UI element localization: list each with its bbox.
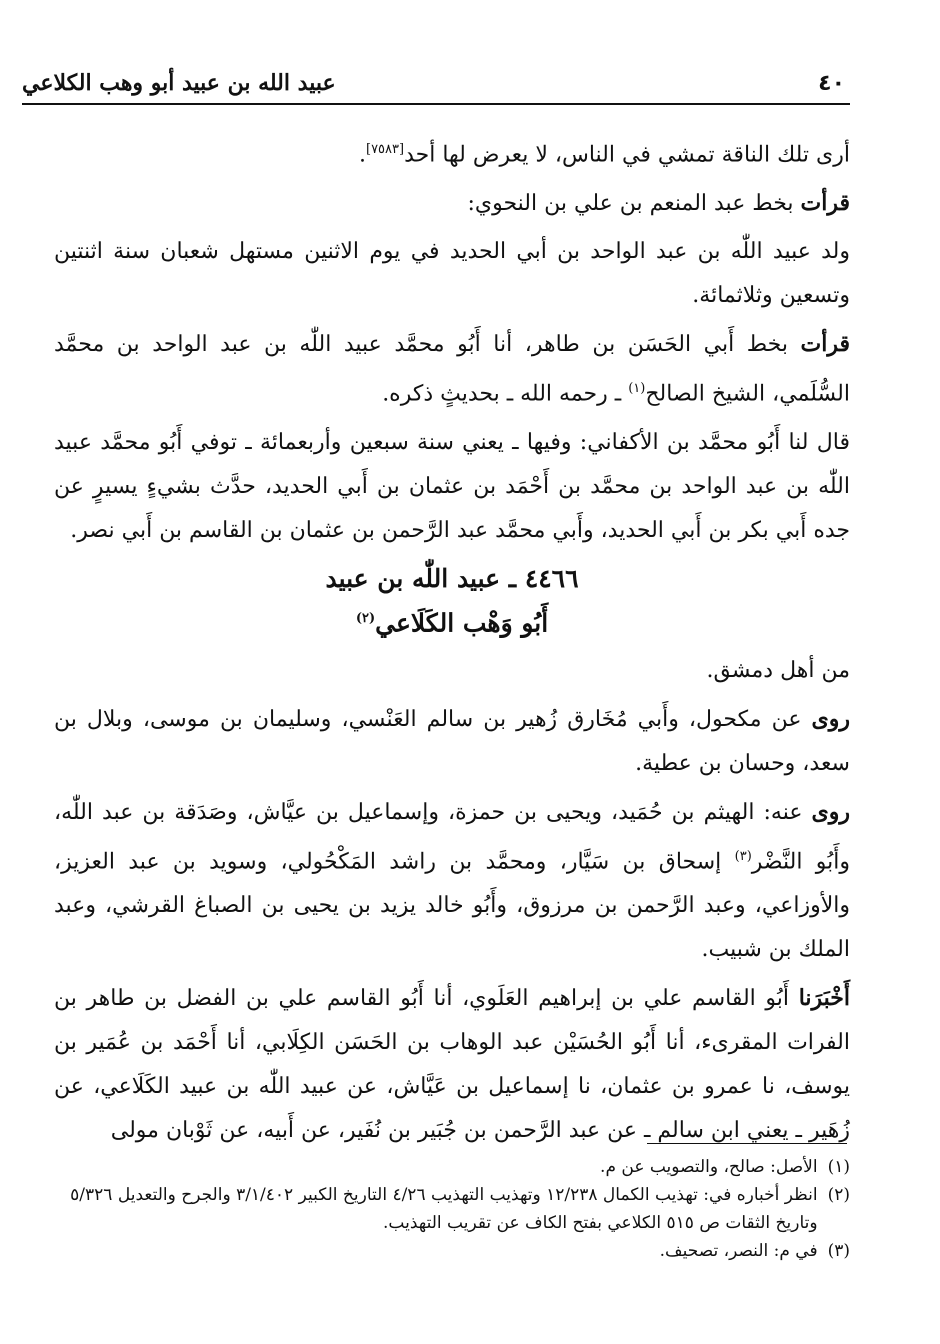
running-title: عبيد الله بن عبيد أبو وهب الكلاعي [22,70,336,96]
entry-title-line-2 [54,599,850,643]
footnote-marker: (٢) [355,610,376,626]
header-rule [22,103,850,105]
lead-word: روى [811,798,850,825]
paragraph-isnad [54,976,850,1153]
paragraph-narrated-from [54,697,850,786]
lead-word: أَخْبَرَنا [798,985,851,1012]
footnote-text: انظر أخباره في: تهذيب الكمال ١٢/٢٣٨ وتهذيب التهذيب ٤/٢٦ التاريخ الكبير ٣/١/٤٠٢ والجرح والتعديل ٥/٣٢٦ وتاريخ الثقات ص ٥١٥ الكلاعي بفتح الكاف عن تقريب التهذيب. [70,1185,818,1233]
footnote-number: (١) [827,1157,850,1177]
paragraph-nasa [54,128,850,177]
paragraph-text: عن مكحول، وأَبي مُخَارق زُهير بن سالم العَنْسي، وسليمان بن موسى، وبلال بن سعد، وحسان بن عطية. [54,706,850,776]
footnote-1 [50,1153,850,1181]
paragraph-text: أَبُو القاسم علي بن إبراهيم العَلَوي، أنا أَبُو القاسم علي بن الفضل بن طاهر بن الفرات المقرىء، أنا أَبُو الحُسَيْن عبد الوهاب بن الحَسَن الكِلَابي، أنا أَحْمَد بن عُمَير بن يوسف، نا عمرو بن عثمان، نا إسماعيل بن عَيَّاش، عن عبيد اللّٰه بن عبيد الكَلَاعي، عن زُهَير ـ يعني ابن سالم ـ عن عبد الرَّحمن بن جُبَير بن نُفَير، عن أَبيه، عن ثَوْبان مولى [54,986,850,1144]
paragraph-birth: ولد عبيد اللّٰه بن عبد الواحد بن أبي الحديد في يوم الاثنين مستهل شعبان سنة اثنتين وتسعين وثلاثمائة. [54,239,850,309]
lead-word: روى [811,705,850,732]
paragraph-text: أرى تلك الناقة تمشي في الناس، لا يعرض لها أحد [404,142,850,168]
footnote-2 [50,1181,850,1237]
paragraph-end: . [358,142,366,168]
footnote-text: في م: النصر، تصحيف. [659,1241,818,1261]
paragraph-akfani: قال لنا أَبُو محمَّد بن الأكفاني: وفيها ـ يعني سنة سبعين وأربعمائة ـ توفي أَبُو محمَّد عبيد اللّٰه بن عبد الواحد بن محمَّد بن أَحْمَد بن عثمان بن أَبي الحديد، حدَّث بشيءٍ يسيرٍ عن جده أَبي بكر بن أَبي الحديد، وأَبي محمَّد عبد الرَّحمن بن عثمان بن القاسم بن أَبي نصر. [54,429,850,543]
footnote-3 [50,1237,850,1265]
footnote-number: (٢) [827,1185,850,1205]
paragraph-qaraat-2 [54,322,850,416]
entry-title [54,559,850,643]
lead-word: قرأت [800,331,850,358]
paragraph-text-cont: إسحاق بن سَيَّار، ومحمَّد بن راشد المَكْحُولي، وسويد بن عبد العزيز، والأوزاعي، وعبد الرَّحمن بن مرزوق، وأَبُو خالد يزيد بن يحيى بن الصباغ القرشي، وعبد الملك بن شبيب. [54,849,850,963]
main-text [54,128,850,1157]
paragraph-text: بخط أَبي الحَسَن بن طاهر، أنا أَبُو محمَّد عبيد اللّٰه بن عبد الواحد بن محمَّد السُّلَمي، الشيخ الصالح [54,332,850,407]
paragraph-end: ـ رحمه الله ـ بحديثٍ ذكره. [382,381,629,407]
lead-word: قرأت [800,190,850,217]
footnote-marker: (٣) [734,848,752,864]
entry-title-line-1: ٤٤٦٦ ـ عبيد اللّٰه بن عبيد [325,563,579,593]
page-number: ٤٠ [818,70,845,96]
paragraph-origin: من أهل دمشق. [706,657,850,683]
footnote-text: الأصل: صالح، والتصويب عن م. [600,1157,818,1177]
reference-number: [٧٥٨٣] [365,142,405,157]
footnotes [50,1153,850,1265]
footnote-number: (٣) [827,1241,850,1261]
running-head [22,66,845,100]
paragraph-qaraat-1 [54,181,850,226]
paragraph-text: بخط عبد المنعم بن علي بن النحوي: [467,191,801,217]
paragraph-narrated-by [54,790,850,972]
footnote-rule [647,1143,847,1144]
entry-title-name: أَبُو وَهْب الكَلَاعي [375,607,549,637]
footnote-marker: (١) [628,381,646,397]
paragraph-text: عنه: الهيثم بن حُمَيد، ويحيى بن حمزة، وإسماعيل بن عيَّاش، وصَدَقة بن عبد اللّٰه، وأَبُو النَّضْر [54,799,850,875]
